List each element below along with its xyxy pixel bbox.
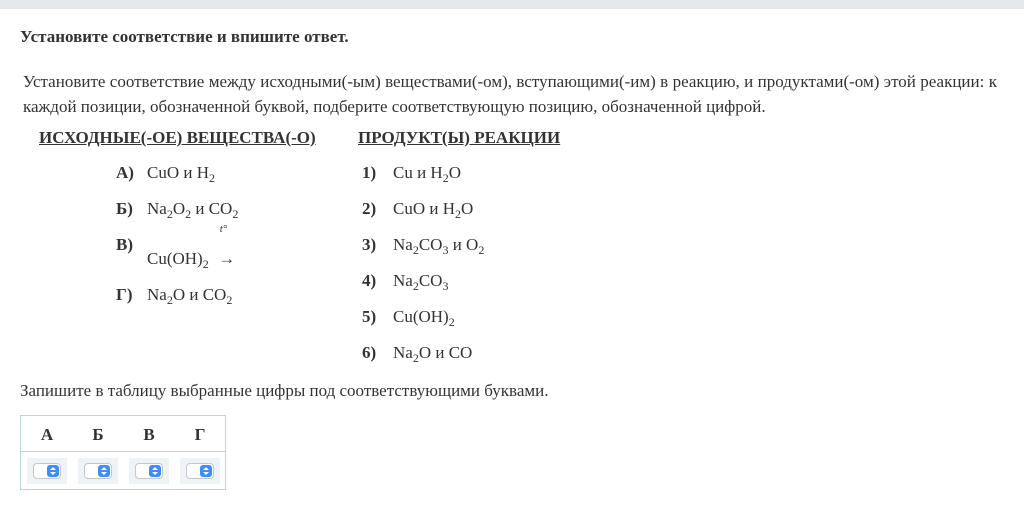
select-stepper-icon (149, 465, 161, 477)
reactant-formula: $Na_2O_2$ и $CO_2$ (147, 199, 239, 221)
page-title: Установите соответствие и впишите ответ. (20, 27, 349, 46)
task-text: Установите соответствие между исходными(-ым) веществами(-ом), вступающими(-им) в реакцию, и продуктами(-ом) этой реакции: к каждой позиции, обозначенной буквой, подберите соответствующую позицию, обозначенной цифрой. (23, 72, 997, 116)
reactant-formula: $Cu(OH)_2$ (147, 249, 209, 271)
reactants-heading: ИСХОДНЫЕ(-ОЕ) ВЕЩЕСТВА(-О) (39, 128, 316, 147)
answer-instruction: Запишите в таблицу выбранные цифры под соответствующими буквами. (20, 381, 549, 400)
reaction-arrow: t° → (218, 223, 236, 268)
product-4 (362, 271, 448, 291)
top-bar (0, 0, 1024, 9)
reactant-g (116, 285, 232, 305)
product-formula: CuO и $H_2O$ (393, 199, 474, 221)
answer-select-b[interactable] (84, 463, 112, 479)
product-formula: $Na_2O$ и CO (393, 343, 473, 365)
answer-col-g: Г (194, 425, 206, 444)
answer-select-a[interactable] (33, 463, 61, 479)
table-divider (21, 451, 225, 452)
answer-col-v: В (143, 425, 155, 444)
product-formula: $Na_2CO_3$ (393, 271, 449, 293)
reactant-a (116, 163, 215, 183)
product-6 (362, 343, 472, 363)
product-5 (362, 307, 455, 327)
reactant-key: Г) (116, 285, 133, 304)
answer-cell-g (180, 458, 220, 484)
product-3 (362, 235, 484, 255)
select-stepper-icon (47, 465, 59, 477)
answer-cell-v (129, 458, 169, 484)
select-stepper-icon (98, 465, 110, 477)
products-heading: ПРОДУКТ(Ы) РЕАКЦИИ (358, 128, 561, 147)
product-formula: Cu и $H_2O$ (393, 163, 461, 185)
reactant-key: А) (116, 163, 134, 182)
reactant-key: Б) (116, 199, 133, 218)
product-key: 6) (362, 343, 377, 362)
answer-table (20, 415, 226, 490)
reactant-formula: CuO и $H_2$ (147, 163, 215, 185)
product-key: 3) (362, 235, 377, 254)
product-key: 5) (362, 307, 377, 326)
product-formula: $Cu(OH)_2$ (393, 307, 455, 329)
select-stepper-icon (200, 465, 212, 477)
reactant-formula: $Na_2O$ и $CO_2$ (147, 285, 233, 307)
product-key: 4) (362, 271, 377, 290)
answer-col-b: Б (92, 425, 104, 444)
reactant-b (116, 199, 238, 219)
product-1 (362, 163, 461, 183)
answer-select-v[interactable] (135, 463, 163, 479)
reactant-key: В) (116, 235, 133, 254)
product-key: 1) (362, 163, 377, 182)
heating-condition: t° (219, 223, 228, 235)
answer-select-g[interactable] (186, 463, 214, 479)
product-key: 2) (362, 199, 377, 218)
product-2 (362, 199, 473, 219)
product-formula: $Na_2CO_3$ и $O_2$ (393, 235, 485, 257)
reactant-v-key-row (116, 235, 147, 255)
answer-cell-b (78, 458, 118, 484)
answer-cell-a (27, 458, 67, 484)
answer-col-a: А (40, 425, 54, 444)
reactant-v (147, 223, 237, 271)
